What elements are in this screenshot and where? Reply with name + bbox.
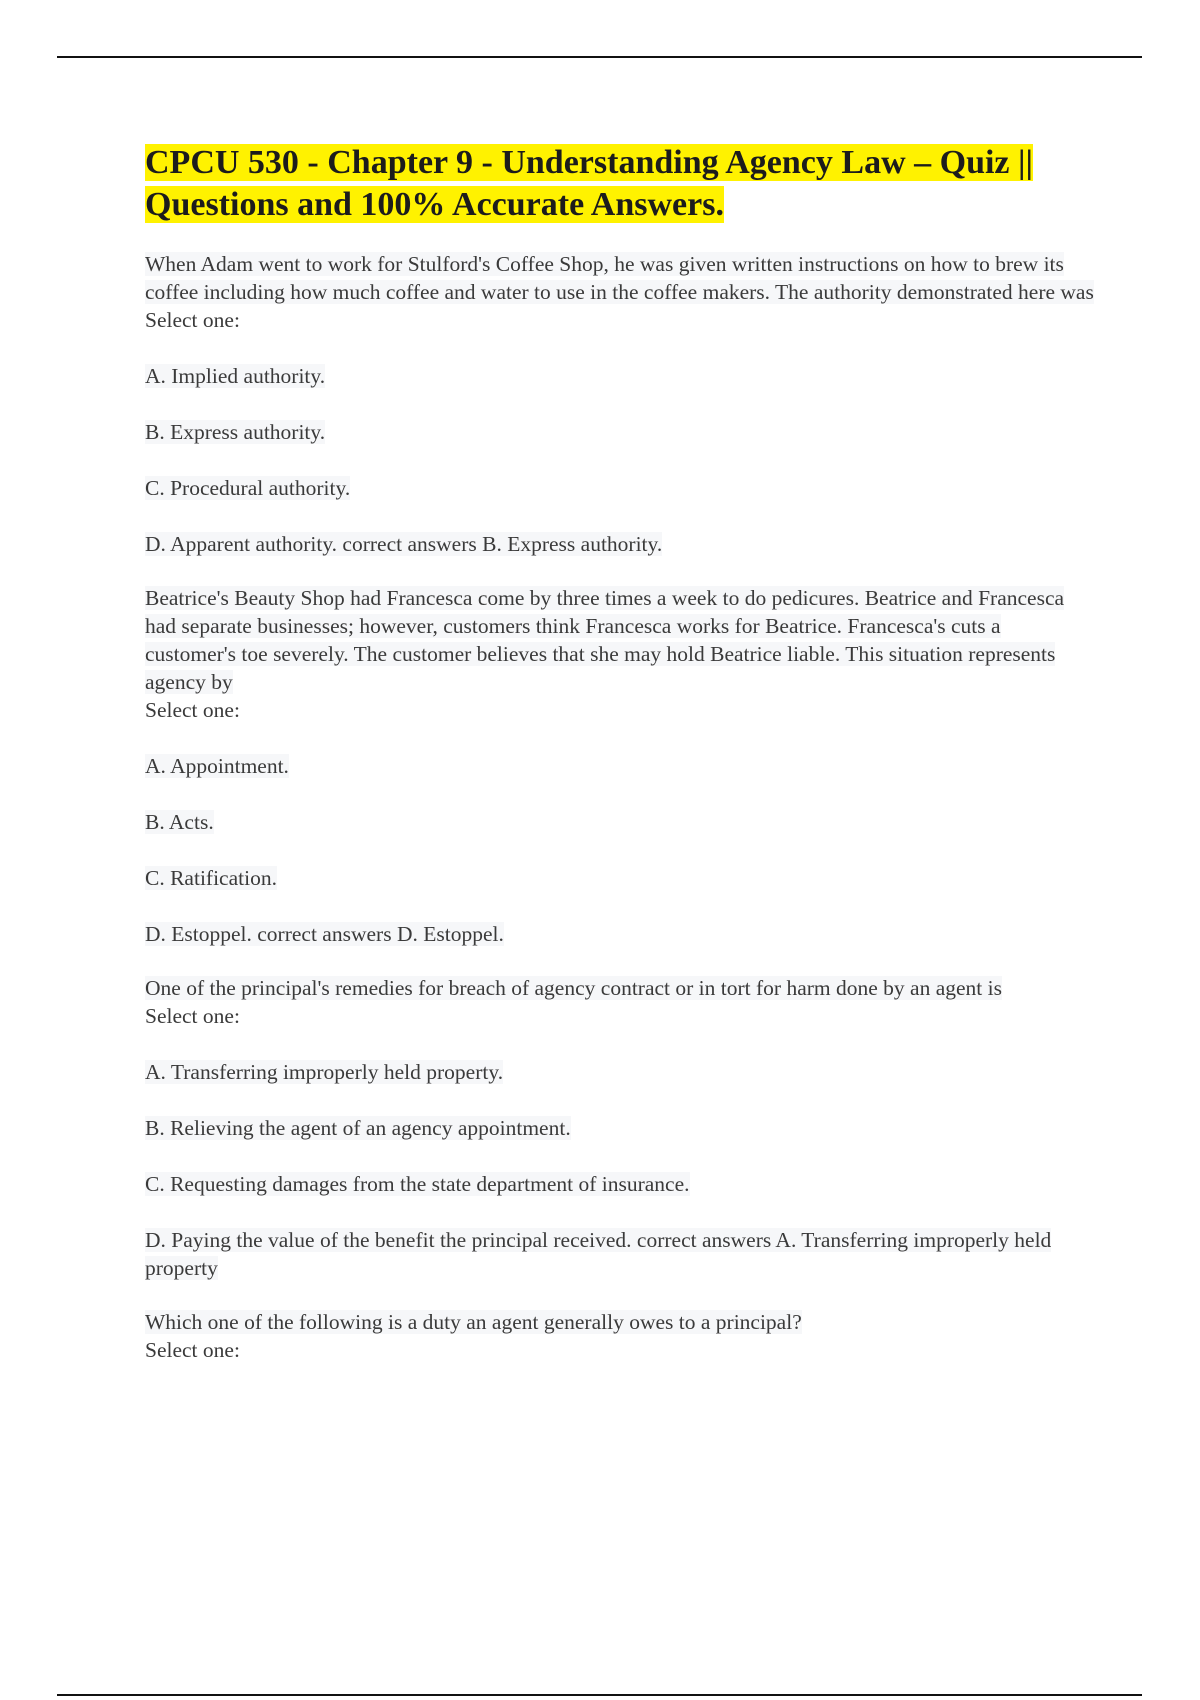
question-3 (145, 974, 1095, 1282)
option-a: A. Implied authority. (145, 364, 326, 388)
title-highlight: CPCU 530 - Chapter 9 - Understanding Agency Law – Quiz || Questions and 100% Accurate Answers. (145, 144, 1033, 223)
option-b: B. Acts. (145, 810, 214, 834)
question-2 (145, 584, 1095, 948)
option-b: B. Express authority. (145, 420, 326, 444)
document-body (145, 142, 1095, 1364)
question-stem (145, 250, 1095, 334)
option-b: B. Relieving the agent of an agency appointment. (145, 1116, 571, 1140)
option-d: D. Apparent authority. correct answers B. Express authority. (145, 532, 663, 556)
select-one-label: Select one: (145, 308, 240, 332)
option-a: A. Transferring improperly held property. (145, 1060, 504, 1084)
question-stem (145, 584, 1095, 724)
option-c: C. Ratification. (145, 866, 277, 890)
option-a: A. Appointment. (145, 754, 289, 778)
option-d: D. Estoppel. correct answers D. Estoppel. (145, 922, 504, 946)
option-d: D. Paying the value of the benefit the principal received. correct answers A. Transferring improperly held property (145, 1228, 1052, 1280)
select-one-label: Select one: (145, 698, 240, 722)
question-text: Which one of the following is a duty an agent generally owes to a principal? (145, 1310, 802, 1334)
question-text: When Adam went to work for Stulford's Coffee Shop, he was given written instructions on how to brew its coffee including how much coffee and water to use in the coffee makers. The authority demonstrated here was (145, 252, 1094, 304)
top-rule (57, 56, 1142, 58)
question-4 (145, 1308, 1095, 1364)
select-one-label: Select one: (145, 1004, 240, 1028)
select-one-label: Select one: (145, 1338, 240, 1362)
page-title (145, 142, 1095, 226)
bottom-rule (57, 1694, 1142, 1696)
option-c: C. Procedural authority. (145, 476, 351, 500)
question-text: One of the principal's remedies for breach of agency contract or in tort for harm done by an agent is (145, 976, 1002, 1000)
question-stem (145, 974, 1095, 1030)
question-stem (145, 1308, 1095, 1364)
option-c: C. Requesting damages from the state department of insurance. (145, 1172, 690, 1196)
question-1 (145, 250, 1095, 558)
question-text: Beatrice's Beauty Shop had Francesca come by three times a week to do pedicures. Beatrice and Francesca had separate businesses; however, customers think Francesca works for Beatrice. Francesca's cuts a customer's toe severely. The customer believes that she may hold Beatrice liable. This situation represents agency by (145, 586, 1065, 694)
